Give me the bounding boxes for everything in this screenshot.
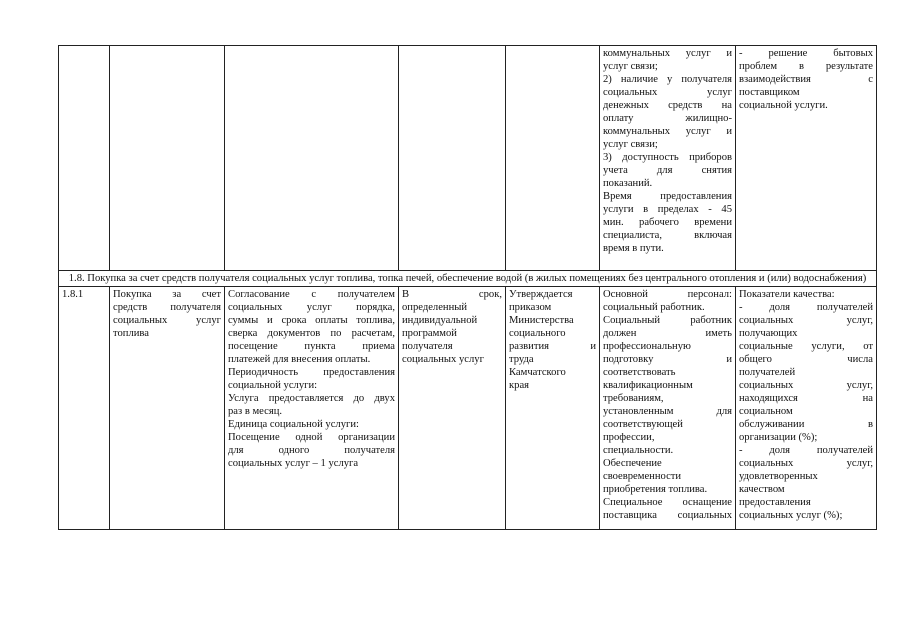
text-line: взаимодействия с	[739, 74, 873, 85]
text-line: получателя	[402, 341, 453, 352]
text-line: должен иметь	[603, 328, 732, 339]
text-line: проблем в результате	[739, 61, 873, 72]
text-line: квалификационным	[603, 380, 693, 391]
text-line: социальных услуг	[113, 315, 221, 326]
text-line: денежных средств на	[603, 100, 732, 111]
text-line: профессии,	[603, 432, 655, 443]
text-line: общего числа	[739, 354, 873, 365]
service-name-cell	[110, 287, 225, 530]
text-line: Социальный работник	[603, 315, 732, 326]
text-line: организации (%);	[739, 432, 818, 443]
social-services-table	[58, 45, 877, 530]
number-cell	[59, 46, 110, 271]
text-line: соответствовать	[603, 367, 676, 378]
text-line: топлива	[113, 328, 149, 339]
text-line: удовлетворенных	[739, 471, 818, 482]
text-line: поставщика социальных	[603, 510, 732, 521]
text-line: коммунальных услуг и	[603, 126, 732, 137]
service-name-cell	[110, 46, 225, 271]
text-line: средств получателя	[113, 302, 221, 313]
item-number: 1.8.1	[59, 287, 110, 530]
text-line: социальных услуг	[603, 87, 732, 98]
text-line: время в пути.	[603, 243, 664, 254]
text-line: обслуживании в	[739, 419, 873, 430]
text-line: предоставления	[739, 497, 811, 508]
text-line: поставщиком	[739, 87, 800, 98]
text-line: социальных услуг – 1 услуга	[228, 458, 359, 469]
text-line: специальности.	[603, 445, 674, 456]
text-line: получающих	[739, 328, 798, 339]
text-line: Время предоставления	[603, 191, 732, 202]
table-row-1-8-1	[59, 287, 877, 530]
continued-table-row	[59, 46, 877, 271]
text-line: соответствующей	[603, 419, 683, 430]
service-description-cell	[225, 46, 399, 271]
text-line: социального	[509, 328, 566, 339]
text-line: коммунальных услуг и	[603, 48, 732, 59]
text-line: труда	[509, 354, 534, 365]
text-line: для одного получателя	[228, 445, 395, 456]
text-line: профессиональную	[603, 341, 691, 352]
text-line: качеством	[739, 484, 785, 495]
text-line: приказом	[509, 302, 552, 313]
text-line: социальных услуг	[402, 354, 484, 365]
text-line: Основной персонал:	[603, 289, 732, 300]
text-line: края	[509, 380, 530, 391]
text-line: социальной услуги.	[739, 100, 828, 111]
text-line: социальный работник.	[603, 302, 705, 313]
text-line: Периодичность предоставления	[228, 367, 395, 378]
text-line: получателей	[739, 367, 796, 378]
text-line: учета для снятия	[603, 165, 732, 176]
text-line: мин. рабочего времени	[603, 217, 732, 228]
text-line: социальном	[739, 406, 793, 417]
text-line: В срок,	[402, 289, 502, 300]
conditions-cell	[600, 46, 736, 271]
text-line: Согласование с получателем	[228, 289, 395, 300]
text-line: развития и	[509, 341, 596, 352]
text-line: индивидуальной	[402, 315, 478, 326]
text-line: приобретения топлива.	[603, 484, 708, 495]
text-line: посещение пункта приема	[228, 341, 395, 352]
text-line: социальных услуг,	[739, 315, 873, 326]
text-line: 3) доступность приборов	[603, 152, 732, 163]
term-cell	[399, 46, 506, 271]
section-heading-1-8: 1.8. Покупка за счет средств получателя социальных услуг топлива, топка печей, обеспечение водой (в жилых помещениях без центрального отопления и (или) водоснабжения)	[59, 271, 877, 287]
text-line: - решение бытовых	[739, 48, 873, 59]
text-line: Камчатского	[509, 367, 566, 378]
text-line: Специальное оснащение	[603, 497, 732, 508]
service-description-cell	[225, 287, 399, 530]
text-line: Обеспечение	[603, 458, 662, 469]
text-line: Услуга предоставляется до двух	[228, 393, 395, 404]
text-line: услуг связи;	[603, 139, 658, 150]
text-line: социальных услуг (%);	[739, 510, 843, 521]
text-line: социальных услуг,	[739, 380, 873, 391]
quality-cell	[736, 287, 877, 530]
text-line: социальной услуги:	[228, 380, 318, 391]
text-line: Посещение одной организации	[228, 432, 395, 443]
text-line: находящихся на	[739, 393, 873, 404]
text-line: социальные услуги, от	[739, 341, 873, 352]
section-heading-row	[59, 271, 877, 287]
text-line: Утверждается	[509, 289, 573, 300]
text-line: Показатели качества:	[739, 289, 835, 300]
text-line: определенный	[402, 302, 468, 313]
text-line: Министерства	[509, 315, 574, 326]
text-line: - доля получателей	[739, 445, 873, 456]
text-line: оплату жилищно-	[603, 113, 732, 124]
text-line: показаний.	[603, 178, 653, 189]
text-line: установленным для	[603, 406, 732, 417]
text-line: Единица социальной услуги:	[228, 419, 359, 430]
text-line: своевременности	[603, 471, 682, 482]
text-line: требованиям,	[603, 393, 664, 404]
conditions-cell	[600, 287, 736, 530]
cost-cell	[506, 287, 600, 530]
text-line: подготовку и	[603, 354, 732, 365]
text-line: платежей для внесения оплаты.	[228, 354, 371, 365]
text-line: сверка документов по расчетам,	[228, 328, 395, 339]
text-line: программой	[402, 328, 457, 339]
text-line: социальных услуг,	[739, 458, 873, 469]
text-line: 2) наличие у получателя	[603, 74, 732, 85]
text-line: услуг связи;	[603, 61, 658, 72]
cost-cell	[506, 46, 600, 271]
quality-cell	[736, 46, 877, 271]
text-line: - доля получателей	[739, 302, 873, 313]
text-line: специалиста, включая	[603, 230, 732, 241]
text-line: раз в месяц.	[228, 406, 283, 417]
text-line: Покупка за счет	[113, 289, 221, 300]
term-cell	[399, 287, 506, 530]
text-line: социальных услуг порядка,	[228, 302, 395, 313]
text-line: услуги в пределах - 45	[603, 204, 732, 215]
text-line: суммы и срока оплаты топлива,	[228, 315, 395, 326]
